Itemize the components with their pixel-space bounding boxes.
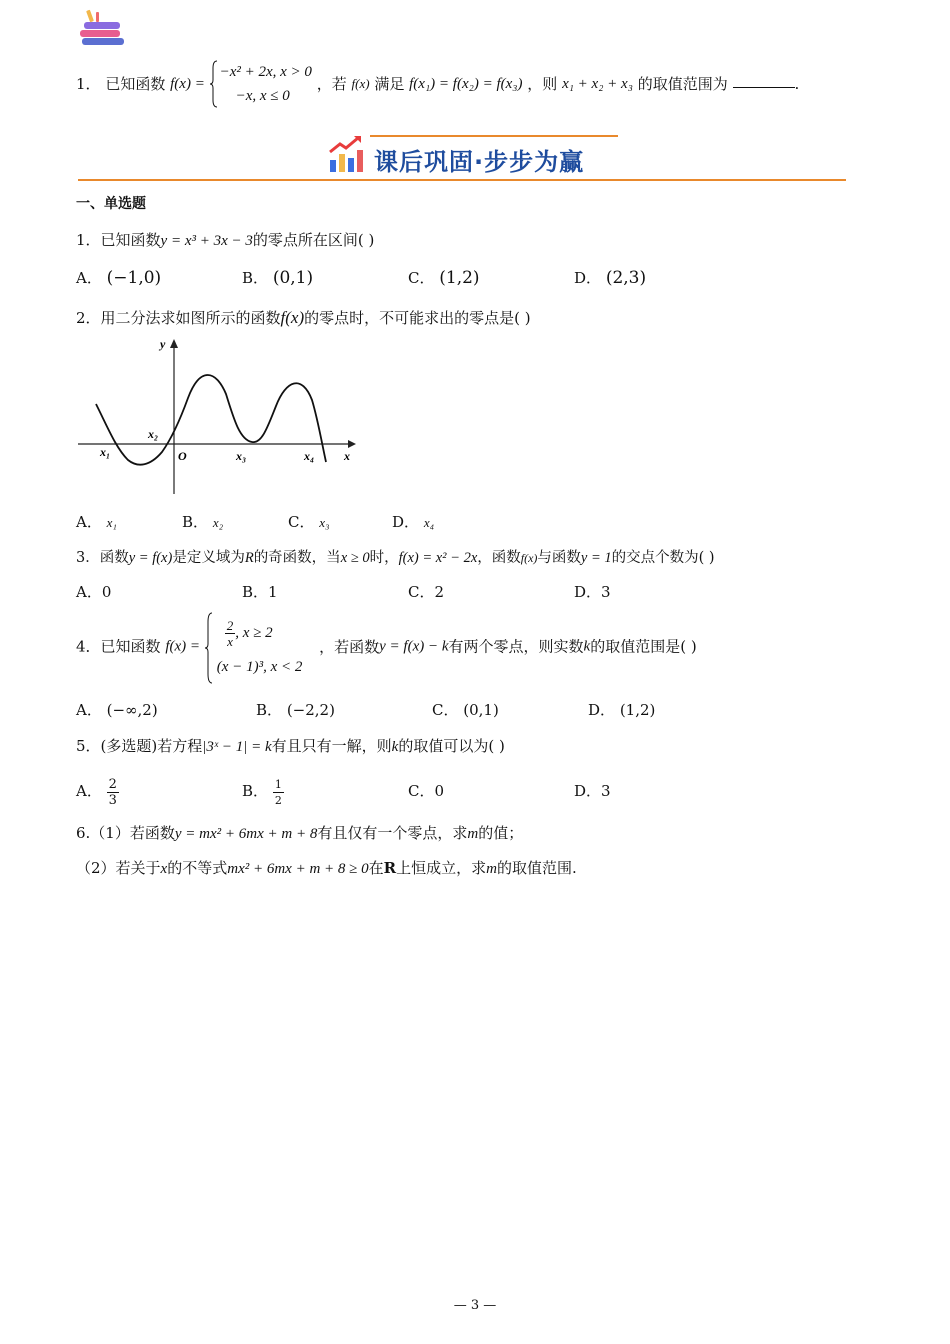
q3-option-c[interactable]: C．2 — [408, 583, 445, 601]
q5-stem: 5．(多选题)若方程|3ˣ − 1| = k有且只有一解，则k的取值可以为( ) — [76, 737, 505, 755]
answer-blank — [733, 73, 795, 88]
section-title: 一、单选题 — [76, 196, 146, 212]
q2-option-c[interactable]: C． x₃ — [288, 513, 330, 531]
origin-label: O — [178, 449, 187, 463]
fraction: $\frac{1}{2}$ — [274, 777, 282, 807]
q1-stem: 1．已知函数y = x³ + 3x − 3的零点所在区间( ) — [76, 231, 375, 249]
banner-title: 课后巩固·步步为赢 — [374, 148, 585, 176]
function-lhs: f(x) = — [170, 76, 205, 92]
function-curve — [96, 375, 326, 465]
q5-option-a[interactable]: A． $\frac{2}{3}$ — [76, 776, 117, 808]
page-number: — 3 — — [453, 1298, 497, 1313]
q4-option-c[interactable]: C． (0,1) — [432, 701, 499, 719]
q4-option-d[interactable]: D． (1,2) — [588, 701, 656, 719]
label-x4: x₄ — [304, 449, 315, 463]
label-x3: x₃ — [236, 449, 247, 463]
section-banner — [78, 128, 846, 186]
x-axis-label: x — [344, 449, 350, 463]
piecewise-cases — [210, 60, 312, 108]
q2-option-d[interactable]: D． x₄ — [392, 513, 435, 531]
x-axis-arrow-icon — [348, 440, 356, 448]
q5-option-c[interactable]: C．0 — [408, 782, 445, 800]
q2-option-a[interactable]: A． x₁ — [76, 513, 117, 531]
chart-growth-icon — [328, 134, 366, 174]
q2-option-b[interactable]: B． x₂ — [182, 513, 224, 531]
q6-part2: （2）若关于x的不等式mx² + 6mx + m + 8 ≥ 0在R上恒成立，求m的取值范围. — [76, 859, 577, 877]
q3-stem: 3．函数y = f(x)是定义域为R的奇函数，当x ≥ 0时，f(x) = x² − 2x，函数f(x)与函数y = 1的交点个数为( ) — [76, 550, 715, 566]
label-x2: x₂ — [148, 427, 159, 441]
q3-option-a[interactable]: A．0 — [76, 583, 112, 601]
q4-piecewise: $\frac{2}{x}$ , x ≥ 2 (x − 1)³, x < 2 — [205, 612, 303, 681]
fraction: $\frac{2}{3}$ — [108, 776, 117, 808]
q4-stem: 4．已知函数 f(x) = $\frac{2}{x}$ , x ≥ 2 (x − 1)³, x < 2 ，若函数y = f(x) − k有两个零点，则实数k的取值范围是( ) — [76, 612, 697, 684]
header-logo — [78, 8, 128, 50]
q1-option-c[interactable]: C． (1,2) — [408, 268, 480, 288]
left-brace-icon — [210, 60, 218, 108]
q1-option-d[interactable]: D． (2,3) — [574, 268, 647, 288]
case-1: −x² + 2x, x > 0 — [219, 64, 312, 80]
q4-option-a[interactable]: A． (−∞,2) — [76, 701, 158, 719]
y-axis-arrow-icon — [170, 339, 178, 348]
q2-function-graph — [76, 336, 358, 498]
case-2: −x, x ≤ 0 — [235, 88, 290, 104]
q1-option-b[interactable]: B． (0,1) — [242, 268, 314, 288]
q5-option-d[interactable]: D．3 — [574, 782, 611, 800]
left-brace-icon — [205, 612, 213, 684]
q6-part1: 6.（1）若函数y = mx² + 6mx + m + 8有且仅有一个零点，求m的值； — [76, 824, 524, 842]
q5-option-b[interactable]: B． $\frac{1}{2}$ — [242, 777, 282, 807]
q4-option-b[interactable]: B． (−2,2) — [256, 701, 335, 719]
label-x1: x₁ — [100, 445, 111, 459]
q2-stem: 2．用二分法求如图所示的函数f(x)的零点时，不可能求出的零点是( ) — [76, 308, 531, 327]
q3-option-b[interactable]: B．1 — [242, 583, 278, 601]
q1-option-a[interactable]: A． (−1,0) — [76, 268, 162, 288]
top-problem: 1． 已知函数 f(x) = −x² + 2x, x > 0 −x, x ≤ 0 ，若 f(x) 满足 f(x₁) = f(x₂) = f(x₃) ，则 x₁ + x₂ + x₃ 的取值范围为 . — [76, 60, 799, 106]
q3-option-d[interactable]: D．3 — [574, 583, 611, 601]
y-axis-label: y — [160, 337, 166, 351]
